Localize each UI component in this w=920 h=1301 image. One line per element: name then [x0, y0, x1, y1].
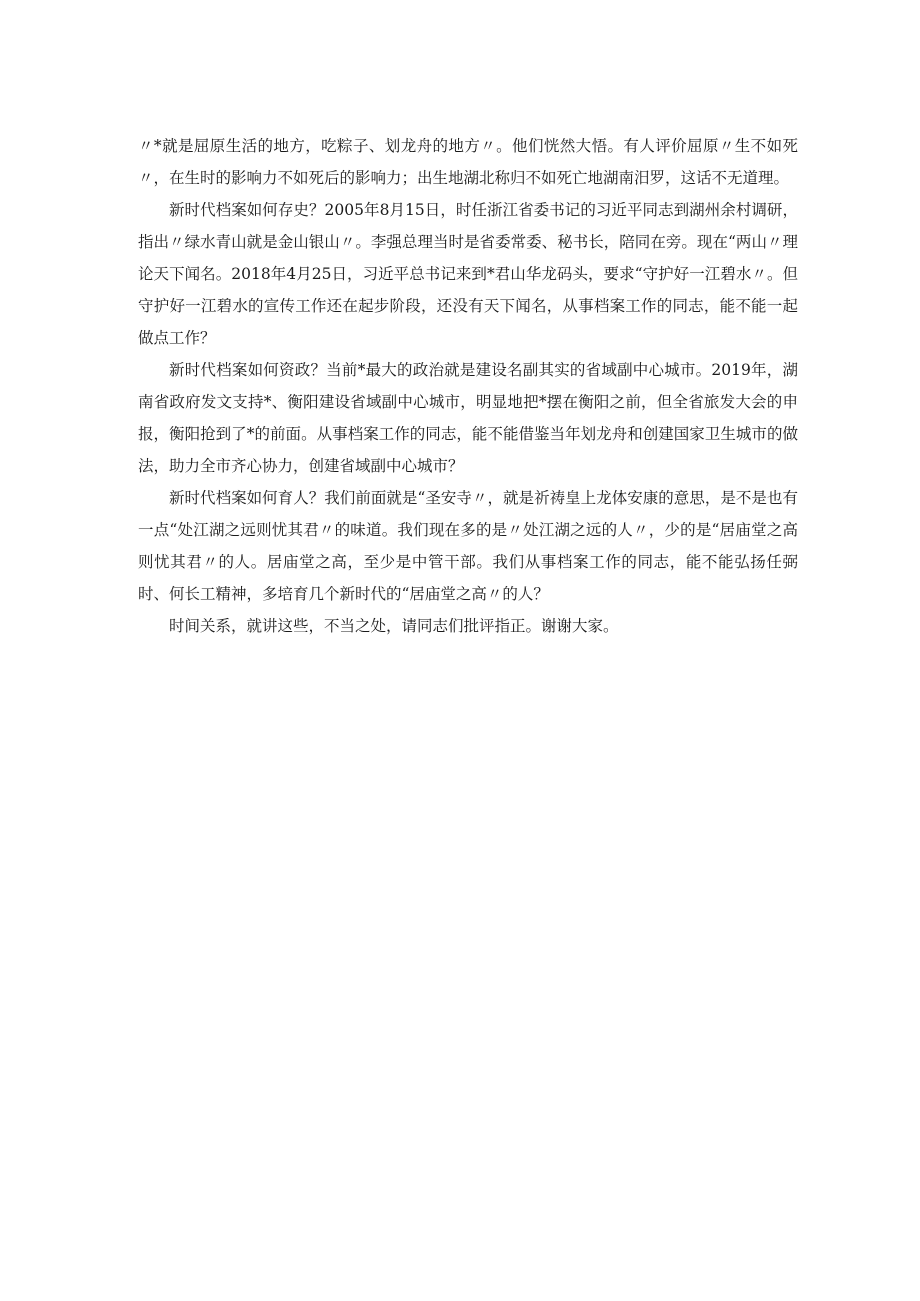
paragraph-closing: 时间关系，就讲这些，不当之处，请同志们批评指正。谢谢大家。: [169, 617, 619, 635]
paragraph-educate-people: 新时代档案如何育人？我们前面就是“圣安寺〃，就是祈祷皇上龙体安康的意思，是不是也有一点“处江湖之远则忧其君〃的味道。我们现在多的是〃处江湖之远的人〃，少的是“居庙堂之高则忧其君〃的人。居庙堂之高，至少是中管干部。我们从事档案工作的同志，能不能弘扬任弼时、何长工精神，多培育几个新时代的“居庙堂之高〃的人？: [138, 489, 798, 603]
paragraph-continuation: 〃*就是屈原生活的地方，吃粽子、划龙舟的地方〃。他们恍然大悟。有人评价屈原〃生不如死〃，在生时的影响力不如死后的影响力；出生地湖北称归不如死亡地湖南汨罗，这话不无道理。: [138, 137, 798, 187]
paragraph-preserve-history: 新时代档案如何存史？2005年8月15日，时任浙江省委书记的习近平同志到湖州余村调研，指出〃绿水青山就是金山银山〃。李强总理当时是省委常委、秘书长，陪同在旁。现在“两山〃理论天下闻名。2018年4月25日，习近平总书记来到*君山华龙码头，要求“守护好一江碧水〃。但守护好一江碧水的宣传工作还在起步阶段，还没有天下闻名，从事档案工作的同志，能不能一起做点工作？: [138, 201, 798, 347]
document-body: [138, 130, 798, 642]
paragraph-advise-government: 新时代档案如何资政？当前*最大的政治就是建设名副其实的省域副中心城市。2019年，湖南省政府发文支持*、衡阳建设省域副中心城市，明显地把*摆在衡阳之前，但全省旅发大会的申报，衡阳抢到了*的前面。从事档案工作的同志，能不能借鉴当年划龙舟和创建国家卫生城市的做法，助力全市齐心协力，创建省域副中心城市？: [138, 361, 798, 475]
